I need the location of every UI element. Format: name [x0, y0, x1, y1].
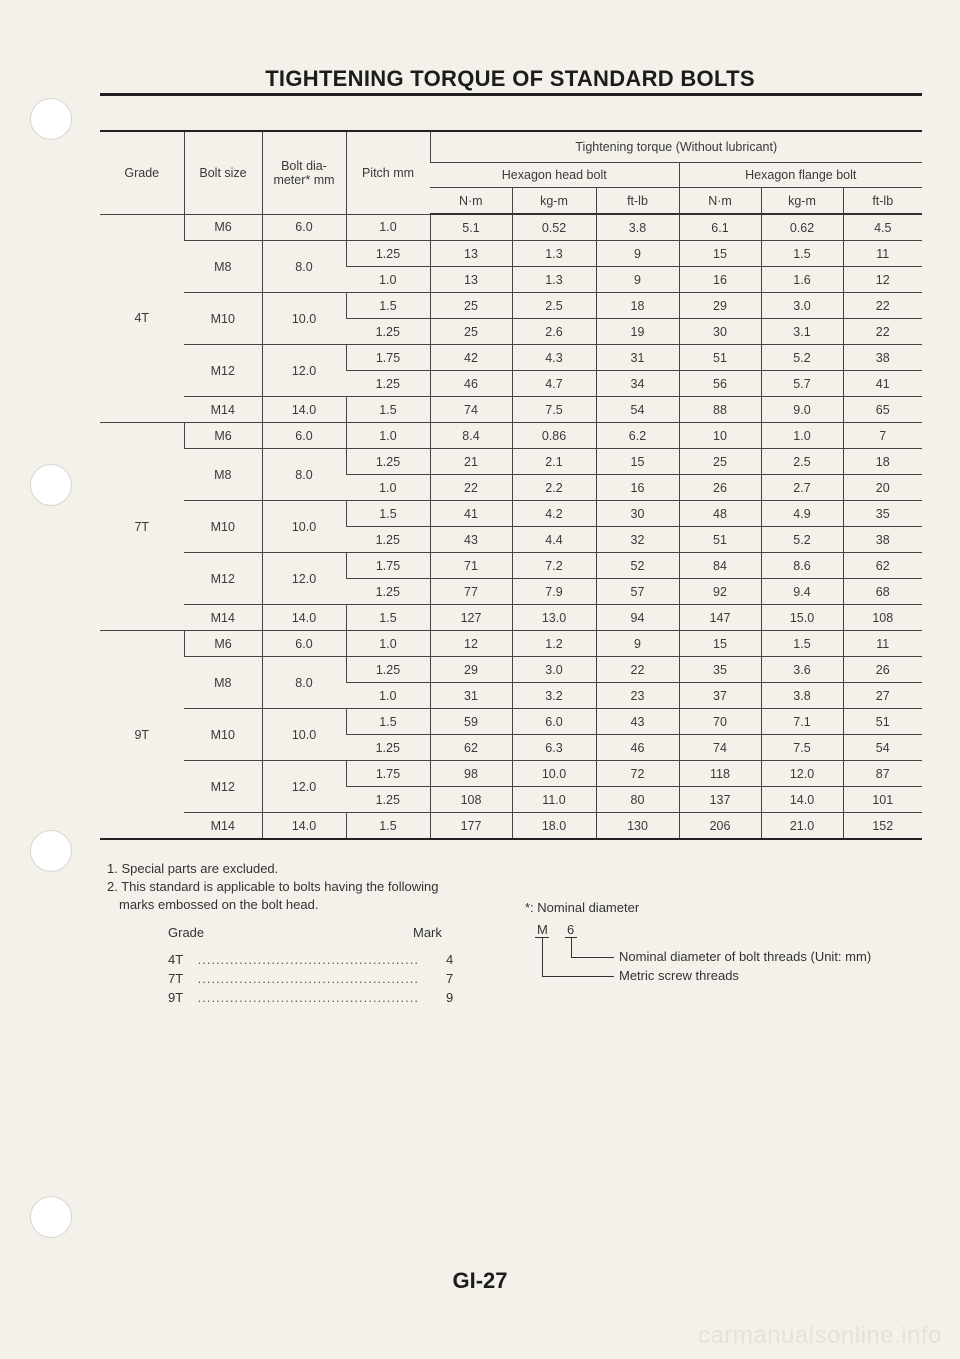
torque-table-body [100, 214, 922, 839]
pitch-cell: 1.5 [346, 813, 430, 840]
torque-cell: 3.6 [761, 657, 843, 683]
torque-cell: 137 [679, 787, 761, 813]
m-symbol: M [537, 922, 548, 937]
bolt-diameter-cell: 8.0 [262, 657, 346, 709]
pitch-cell: 1.25 [346, 527, 430, 553]
torque-cell: 32 [596, 527, 679, 553]
torque-cell: 30 [679, 319, 761, 345]
leader-line [571, 937, 572, 957]
torque-cell: 4.7 [512, 371, 596, 397]
torque-cell: 18.0 [512, 813, 596, 840]
torque-cell: 2.7 [761, 475, 843, 501]
torque-cell: 56 [679, 371, 761, 397]
header-pitch: Pitch mm [346, 131, 430, 214]
torque-cell: 3.8 [761, 683, 843, 709]
binder-hole [30, 98, 72, 140]
torque-cell: 35 [843, 501, 922, 527]
torque-cell: 70 [679, 709, 761, 735]
pitch-cell: 1.5 [346, 397, 430, 423]
torque-cell: 43 [430, 527, 512, 553]
torque-cell: 48 [679, 501, 761, 527]
torque-cell: 12.0 [761, 761, 843, 787]
torque-cell: 38 [843, 345, 922, 371]
thread-diameter-label: Nominal diameter of bolt threads (Unit: mm) [619, 949, 872, 964]
torque-table-wrap [100, 130, 922, 840]
torque-cell: 62 [430, 735, 512, 761]
bolt-size-cell: M12 [184, 761, 262, 813]
torque-cell: 51 [679, 527, 761, 553]
torque-cell: 5.2 [761, 527, 843, 553]
mark-grade: 4T [168, 952, 184, 967]
torque-cell: 25 [679, 449, 761, 475]
torque-cell: 22 [843, 293, 922, 319]
title-rule [100, 93, 922, 96]
torque-cell: 1.3 [512, 241, 596, 267]
torque-cell: 13.0 [512, 605, 596, 631]
torque-cell: 2.6 [512, 319, 596, 345]
torque-cell: 10 [679, 423, 761, 449]
torque-cell: 35 [679, 657, 761, 683]
torque-cell: 8.6 [761, 553, 843, 579]
torque-cell: 1.2 [512, 631, 596, 657]
torque-cell: 1.6 [761, 267, 843, 293]
torque-cell: 3.2 [512, 683, 596, 709]
torque-cell: 15 [596, 449, 679, 475]
torque-cell: 15 [679, 631, 761, 657]
torque-cell: 20 [843, 475, 922, 501]
pitch-cell: 1.0 [346, 267, 430, 293]
table-row [100, 397, 922, 423]
torque-cell: 0.52 [512, 214, 596, 241]
torque-cell: 6.1 [679, 214, 761, 241]
torque-cell: 3.0 [512, 657, 596, 683]
torque-cell: 71 [430, 553, 512, 579]
bolt-diameter-cell: 8.0 [262, 241, 346, 293]
leader-line [542, 976, 614, 977]
pitch-cell: 1.25 [346, 579, 430, 605]
grade-cell: 7T [100, 423, 184, 631]
torque-cell: 77 [430, 579, 512, 605]
pitch-cell: 1.25 [346, 449, 430, 475]
table-row [100, 553, 922, 579]
torque-cell: 4.3 [512, 345, 596, 371]
bolt-size-cell: M10 [184, 709, 262, 761]
notes [107, 860, 438, 914]
pitch-cell: 1.25 [346, 787, 430, 813]
torque-cell: 23 [596, 683, 679, 709]
torque-cell: 15 [679, 241, 761, 267]
pitch-cell: 1.25 [346, 657, 430, 683]
pitch-cell: 1.25 [346, 371, 430, 397]
leader-line [571, 957, 614, 958]
table-row [100, 293, 922, 319]
mark-row [168, 990, 453, 1005]
bolt-diameter-cell: 12.0 [262, 553, 346, 605]
torque-cell: 38 [843, 527, 922, 553]
torque-cell: 41 [430, 501, 512, 527]
bolt-size-cell: M10 [184, 293, 262, 345]
torque-cell: 59 [430, 709, 512, 735]
torque-cell: 15.0 [761, 605, 843, 631]
header-hexagon-flange-bolt: Hexagon flange bolt [679, 163, 922, 188]
header-unit: kg-m [512, 188, 596, 215]
torque-cell: 13 [430, 241, 512, 267]
torque-cell: 19 [596, 319, 679, 345]
torque-cell: 2.1 [512, 449, 596, 475]
torque-cell: 7.9 [512, 579, 596, 605]
header-hexagon-head-bolt: Hexagon head bolt [430, 163, 679, 188]
torque-cell: 108 [430, 787, 512, 813]
mark-value: 4 [446, 952, 454, 967]
bolt-size-cell: M10 [184, 501, 262, 553]
mark-value: 7 [446, 971, 454, 986]
torque-cell: 127 [430, 605, 512, 631]
torque-cell: 3.0 [761, 293, 843, 319]
torque-cell: 2.2 [512, 475, 596, 501]
binder-hole [30, 830, 72, 872]
leader-dots: ................................................ [197, 952, 419, 967]
mark-grade: 9T [168, 990, 184, 1005]
torque-cell: 21 [430, 449, 512, 475]
torque-cell: 1.5 [761, 241, 843, 267]
binder-hole [30, 464, 72, 506]
mark-row [168, 971, 453, 986]
bolt-size-cell: M8 [184, 657, 262, 709]
header-grade: Grade [100, 131, 184, 214]
torque-cell: 16 [679, 267, 761, 293]
header-unit: N·m [430, 188, 512, 215]
table-row [100, 423, 922, 449]
torque-cell: 88 [679, 397, 761, 423]
torque-cell: 25 [430, 319, 512, 345]
pitch-cell: 1.0 [346, 475, 430, 501]
watermark: carmanualsonline.info [698, 1322, 942, 1349]
pitch-cell: 1.5 [346, 293, 430, 319]
torque-cell: 30 [596, 501, 679, 527]
table-row [100, 709, 922, 735]
torque-cell: 3.1 [761, 319, 843, 345]
torque-cell: 94 [596, 605, 679, 631]
torque-cell: 1.0 [761, 423, 843, 449]
torque-cell: 4.4 [512, 527, 596, 553]
leader-line [542, 937, 543, 976]
page-title: TIGHTENING TORQUE OF STANDARD BOLTS [265, 66, 755, 91]
torque-cell: 41 [843, 371, 922, 397]
torque-cell: 7.2 [512, 553, 596, 579]
torque-cell: 9.4 [761, 579, 843, 605]
torque-cell: 43 [596, 709, 679, 735]
torque-table [100, 130, 922, 840]
torque-cell: 26 [679, 475, 761, 501]
header-bolt-size: Bolt size [184, 131, 262, 214]
torque-cell: 7.5 [512, 397, 596, 423]
mark-row [168, 952, 453, 967]
torque-cell: 29 [430, 657, 512, 683]
torque-cell: 80 [596, 787, 679, 813]
pitch-cell: 1.25 [346, 241, 430, 267]
torque-cell: 84 [679, 553, 761, 579]
torque-cell: 5.7 [761, 371, 843, 397]
bolt-diameter-cell: 6.0 [262, 631, 346, 657]
torque-cell: 54 [843, 735, 922, 761]
pitch-cell: 1.75 [346, 761, 430, 787]
torque-cell: 9 [596, 241, 679, 267]
pitch-cell: 1.0 [346, 214, 430, 241]
bolt-size-cell: M12 [184, 345, 262, 397]
bolt-diameter-cell: 8.0 [262, 449, 346, 501]
header-unit: ft-lb [843, 188, 922, 215]
torque-cell: 8.4 [430, 423, 512, 449]
torque-cell: 147 [679, 605, 761, 631]
header-unit: ft-lb [596, 188, 679, 215]
bolt-size-cell: M14 [184, 397, 262, 423]
torque-cell: 31 [596, 345, 679, 371]
bolt-diameter-cell: 14.0 [262, 813, 346, 840]
torque-cell: 6.2 [596, 423, 679, 449]
torque-cell: 62 [843, 553, 922, 579]
bolt-size-cell: M6 [184, 214, 262, 241]
torque-cell: 16 [596, 475, 679, 501]
bolt-diameter-cell: 14.0 [262, 605, 346, 631]
torque-cell: 7.1 [761, 709, 843, 735]
table-row [100, 813, 922, 840]
torque-cell: 54 [596, 397, 679, 423]
torque-cell: 18 [596, 293, 679, 319]
page-number: GI-27 [452, 1268, 508, 1293]
torque-cell: 9 [596, 631, 679, 657]
torque-cell: 12 [843, 267, 922, 293]
table-row [100, 241, 922, 267]
torque-cell: 22 [596, 657, 679, 683]
torque-cell: 22 [430, 475, 512, 501]
torque-cell: 9.0 [761, 397, 843, 423]
torque-cell: 26 [843, 657, 922, 683]
torque-cell: 118 [679, 761, 761, 787]
torque-cell: 206 [679, 813, 761, 840]
pitch-cell: 1.0 [346, 683, 430, 709]
grade-cell: 9T [100, 631, 184, 840]
bolt-size-cell: M8 [184, 241, 262, 293]
bolt-diameter-cell: 6.0 [262, 214, 346, 241]
torque-cell: 18 [843, 449, 922, 475]
torque-cell: 68 [843, 579, 922, 605]
table-row [100, 214, 922, 241]
header-unit: kg-m [761, 188, 843, 215]
torque-cell: 14.0 [761, 787, 843, 813]
six-symbol: 6 [567, 922, 575, 937]
table-row [100, 449, 922, 475]
torque-cell: 22 [843, 319, 922, 345]
torque-cell: 57 [596, 579, 679, 605]
bolt-diameter-cell: 14.0 [262, 397, 346, 423]
torque-cell: 34 [596, 371, 679, 397]
bolt-size-cell: M6 [184, 423, 262, 449]
torque-cell: 0.62 [761, 214, 843, 241]
torque-cell: 13 [430, 267, 512, 293]
marks-mark-header: Mark [413, 925, 442, 940]
torque-cell: 51 [843, 709, 922, 735]
torque-cell: 5.2 [761, 345, 843, 371]
metric-thread-label: Metric screw threads [619, 968, 739, 983]
thread-designation-diagram [515, 922, 935, 992]
table-row [100, 761, 922, 787]
bolt-size-cell: M14 [184, 605, 262, 631]
pitch-cell: 1.25 [346, 735, 430, 761]
torque-cell: 6.0 [512, 709, 596, 735]
bolt-diameter-cell: 10.0 [262, 709, 346, 761]
pitch-cell: 1.75 [346, 553, 430, 579]
pitch-cell: 1.5 [346, 605, 430, 631]
torque-cell: 5.1 [430, 214, 512, 241]
torque-cell: 29 [679, 293, 761, 319]
torque-cell: 6.3 [512, 735, 596, 761]
torque-cell: 46 [430, 371, 512, 397]
header-bolt-diameter: Bolt dia- meter* mm [262, 131, 346, 214]
torque-cell: 2.5 [512, 293, 596, 319]
table-row [100, 501, 922, 527]
torque-cell: 37 [679, 683, 761, 709]
torque-cell: 177 [430, 813, 512, 840]
pitch-cell: 1.25 [346, 319, 430, 345]
torque-cell: 92 [679, 579, 761, 605]
nominal-legend: *: Nominal diameter [525, 900, 640, 915]
note-2: 2. This standard is applicable to bolts having the following [107, 879, 439, 894]
torque-cell: 1.3 [512, 267, 596, 293]
torque-cell: 152 [843, 813, 922, 840]
bolt-diameter-cell: 12.0 [262, 345, 346, 397]
bolt-diameter-cell: 12.0 [262, 761, 346, 813]
header-tightening-torque: Tightening torque (Without lubricant) [430, 131, 922, 163]
torque-cell: 27 [843, 683, 922, 709]
bolt-size-cell: M6 [184, 631, 262, 657]
table-row [100, 631, 922, 657]
torque-cell: 4.2 [512, 501, 596, 527]
torque-cell: 4.5 [843, 214, 922, 241]
torque-cell: 0.86 [512, 423, 596, 449]
torque-cell: 74 [430, 397, 512, 423]
header-unit: N·m [679, 188, 761, 215]
torque-cell: 21.0 [761, 813, 843, 840]
bolt-size-cell: M14 [184, 813, 262, 840]
torque-cell: 11 [843, 241, 922, 267]
mark-value: 9 [446, 990, 454, 1005]
bolt-size-cell: M12 [184, 553, 262, 605]
torque-cell: 51 [679, 345, 761, 371]
torque-cell: 4.9 [761, 501, 843, 527]
table-row [100, 657, 922, 683]
note-2-continued: marks embossed on the bolt head. [119, 897, 319, 912]
torque-cell: 1.5 [761, 631, 843, 657]
pitch-cell: 1.5 [346, 501, 430, 527]
torque-cell: 12 [430, 631, 512, 657]
torque-cell: 10.0 [512, 761, 596, 787]
torque-cell: 72 [596, 761, 679, 787]
torque-cell: 74 [679, 735, 761, 761]
torque-cell: 11 [843, 631, 922, 657]
marks-grade-header: Grade [168, 925, 205, 940]
pitch-cell: 1.5 [346, 709, 430, 735]
torque-cell: 3.8 [596, 214, 679, 241]
torque-cell: 25 [430, 293, 512, 319]
note-1: 1. Special parts are excluded. [107, 861, 279, 876]
pitch-cell: 1.75 [346, 345, 430, 371]
binder-hole [30, 1196, 72, 1238]
pitch-cell: 1.0 [346, 631, 430, 657]
torque-cell: 42 [430, 345, 512, 371]
table-row [100, 345, 922, 371]
torque-cell: 98 [430, 761, 512, 787]
torque-cell: 46 [596, 735, 679, 761]
leader-dots: ................................................ [197, 971, 419, 986]
torque-cell: 2.5 [761, 449, 843, 475]
table-row [100, 605, 922, 631]
leader-dots: ................................................ [197, 990, 419, 1005]
torque-cell: 7 [843, 423, 922, 449]
torque-cell: 87 [843, 761, 922, 787]
torque-cell: 7.5 [761, 735, 843, 761]
bolt-size-cell: M8 [184, 449, 262, 501]
torque-cell: 130 [596, 813, 679, 840]
torque-cell: 9 [596, 267, 679, 293]
bolt-diameter-cell: 10.0 [262, 293, 346, 345]
torque-cell: 31 [430, 683, 512, 709]
pitch-cell: 1.0 [346, 423, 430, 449]
torque-cell: 65 [843, 397, 922, 423]
torque-cell: 11.0 [512, 787, 596, 813]
mark-grade: 7T [168, 971, 184, 986]
bolt-diameter-cell: 6.0 [262, 423, 346, 449]
torque-cell: 52 [596, 553, 679, 579]
bolt-diameter-cell: 10.0 [262, 501, 346, 553]
torque-cell: 101 [843, 787, 922, 813]
torque-cell: 108 [843, 605, 922, 631]
grade-cell: 4T [100, 214, 184, 423]
